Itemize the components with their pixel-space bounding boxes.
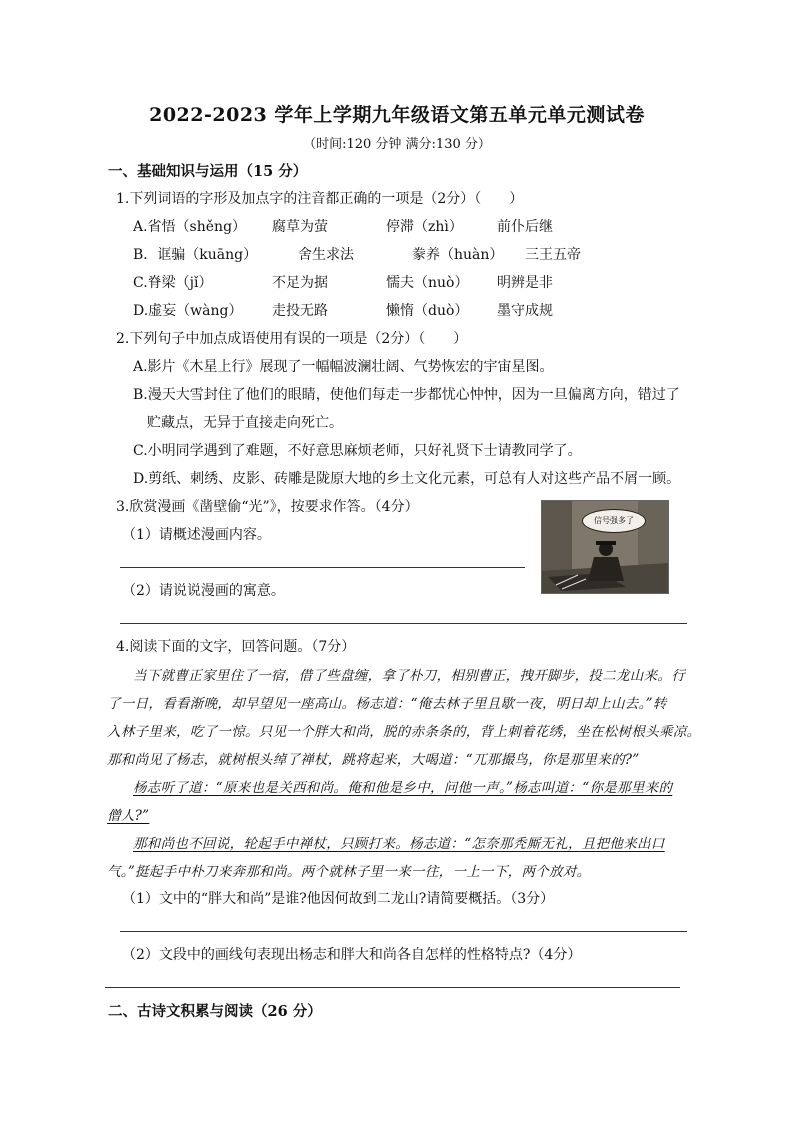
q1-option-d-2: 走投无路 [272, 303, 328, 319]
q1-option-c-1: C.脊梁（jǐ） [133, 275, 213, 291]
q1-option-c-3: 懦夫（nuò） [386, 275, 469, 291]
q1-option-d-4: 墨守成规 [497, 303, 553, 319]
q3-sub2-answer-line [120, 623, 687, 624]
q1-option-d-3: 懒惰（duò） [386, 303, 469, 319]
cartoon-image [541, 500, 669, 594]
q4-sub2: （2）文段中的画线句表现出杨志和胖大和尚各自怎样的性格特点?（4分） [122, 947, 582, 963]
q4-passage-p1-line4: 那和尚见了杨志，就树根头绰了禅杖，跳将起来，大喝道：“兀那撮鸟，你是那里来的?” [107, 752, 640, 768]
q2-option-b-line1: B.漫天大雪封住了他们的眼睛，使他们每走一步都忧心忡忡，因为一旦偏离方向，错过了 [133, 387, 680, 403]
q4-passage-p2-line1: 杨志听了道：“原来也是关西和尚。俺和他是乡中，问他一声。”杨志叫道：“你是那里来的 [133, 780, 673, 796]
q2-option-b-line2: 贮藏点，无异于直接走向死亡。 [147, 415, 343, 431]
q4-passage-p1-line2: 了一日，看看渐晚，却早望见一座高山。杨志道：“俺去林子里且歇一夜，明日却上山去。”转 [107, 696, 667, 712]
q2-option-c: C.小明同学遇到了难题，不好意思麻烦老师，只好礼贤下士请教同学了。 [133, 443, 582, 459]
q1-option-a-2: 腐草为萤 [272, 219, 328, 235]
q1-option-c-4: 明辨是非 [497, 275, 553, 291]
page-title: 2022-2023 学年上学期九年级语文第五单元单元测试卷 [149, 104, 645, 126]
q1-stem: 1.下列词语的字形及加点字的注音都正确的一项是（2分）（ ） [116, 191, 524, 207]
q1-option-b-4: 三王五帝 [525, 247, 581, 263]
q4-sub1: （1）文中的“胖大和尚”是谁?他因何故到二龙山?请简要概括。（3分） [122, 891, 555, 907]
q1-option-a-4: 前仆后继 [497, 219, 553, 235]
section-2-heading: 二、古诗文积累与阅读（26 分） [108, 1003, 322, 1020]
q4-passage-p1-line3: 入林子里来，吃了一惊。只见一个胖大和尚，脱的赤条条的，背上刺着花绣，坐在松树根头乘凉。 [107, 724, 701, 740]
q2-stem: 2.下列句子中加点成语使用有误的一项是（2分）（ ） [116, 331, 468, 347]
q3-sub1: （1）请概述漫画内容。 [122, 527, 271, 543]
q1-option-d-1: D.虚妄（wàng） [133, 303, 243, 319]
page-subtitle: （时间:120 分钟 满分:130 分） [303, 137, 491, 152]
q3-stem: 3.欣赏漫画《凿壁偷“光”》，按要求作答。（4分） [116, 499, 419, 515]
q2-option-a: A.影片《木星上行》展现了一幅幅波澜壮阔、气势恢宏的宇宙星图。 [133, 359, 554, 375]
section-1-heading: 一、基础知识与运用（15 分） [108, 163, 308, 180]
q3-sub1-answer-line [120, 567, 525, 568]
q4-passage-p3-line2: 气。”挺起手中朴刀来奔那和尚。两个就林子里一来一往，一上一下，两个放对。 [107, 864, 591, 880]
q4-sub2-answer-line [105, 987, 680, 988]
q2-option-d: D.剪纸、刺绣、皮影、砖雕是陇原大地的乡土文化元素，可总有人对这些产品不屑一顾。 [133, 471, 681, 487]
q4-passage-p2-line2: 僧人?” [107, 808, 150, 824]
q1-option-b-2: 舍生求法 [298, 247, 354, 263]
q1-option-b-3: 豢养（huàn） [412, 247, 504, 263]
cartoon-speech-bubble: 信号强多了 [582, 509, 646, 533]
q4-stem: 4.阅读下面的文字，回答问题。（7分） [116, 639, 356, 655]
q4-passage-p3-line1: 那和尚也不回说，轮起手中禅杖，只顾打来。杨志道：“怎奈那秃厮无礼，且把他来出口 [133, 836, 665, 852]
q1-option-b-1: B．诓骗（kuāng） [133, 247, 258, 263]
q4-sub1-answer-line [120, 931, 687, 932]
q3-sub2: （2）请说说漫画的寓意。 [122, 583, 285, 599]
q1-option-a-3: 停滞（zhì） [386, 219, 463, 235]
q1-option-c-2: 不足为据 [272, 275, 328, 291]
q4-passage-p1-line1: 当下就曹正家里住了一宿，借了些盘缠，拿了朴刀，相别曹正，拽开脚步，投二龙山来。行 [133, 668, 685, 684]
q1-option-a-1: A.省悟（shěng） [133, 219, 247, 235]
